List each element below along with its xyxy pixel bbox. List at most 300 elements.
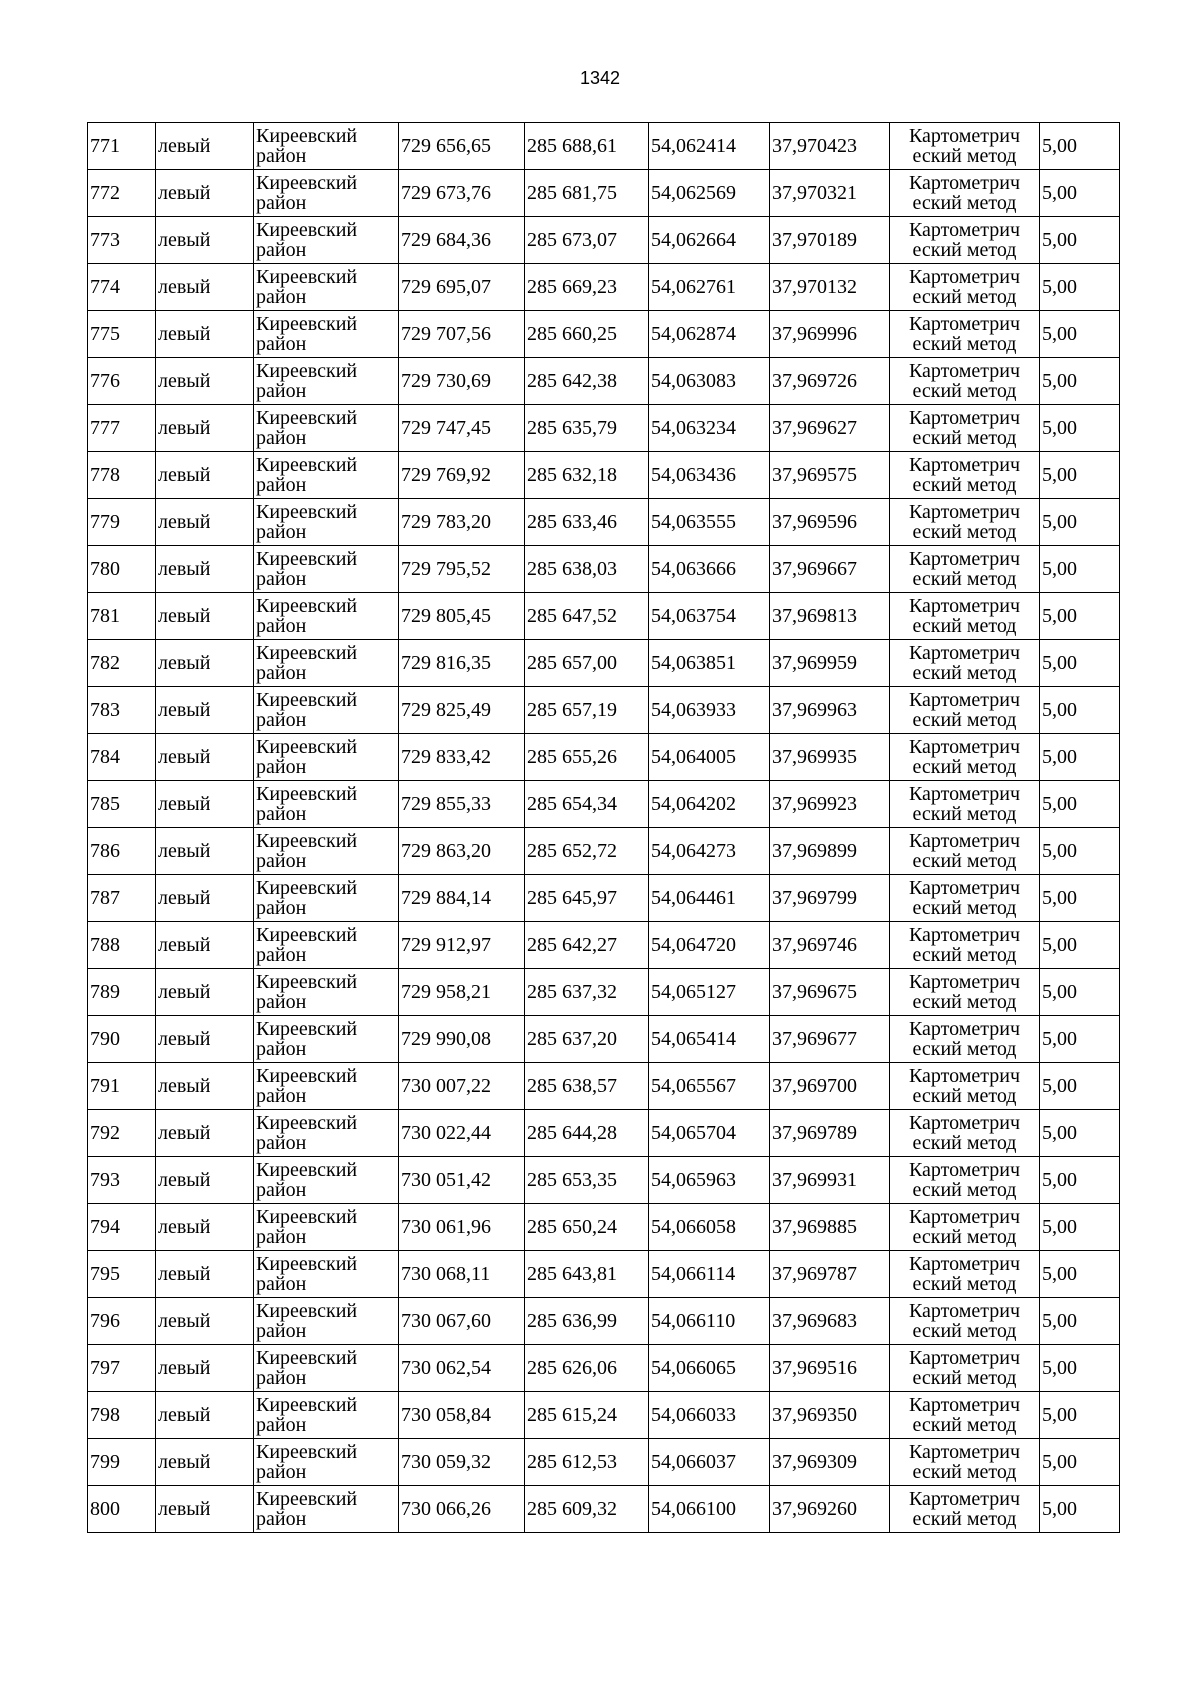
- side-text: левый: [158, 182, 211, 204]
- x-coordinate-cell: [399, 969, 525, 1016]
- district-cell: [254, 828, 399, 875]
- side-text: левый: [158, 323, 211, 345]
- point-number-cell: [88, 452, 156, 499]
- table-row: [88, 969, 1120, 1016]
- latitude-cell: [649, 546, 770, 593]
- method-text: Картометрич: [908, 1347, 1021, 1369]
- accuracy-text: 5,00: [1042, 1169, 1077, 1191]
- district-text: район: [256, 286, 307, 308]
- method-text: еский метод: [912, 1132, 1017, 1154]
- x-coordinate-cell: [399, 1251, 525, 1298]
- district-text: Киреевский: [256, 642, 358, 664]
- side-cell: [156, 687, 254, 734]
- method-cell: [890, 828, 1040, 875]
- district-cell: [254, 1110, 399, 1157]
- y-coordinate-cell: [525, 123, 649, 170]
- latitude-text: 54,066100: [651, 1498, 736, 1520]
- y-coordinate-cell: [525, 405, 649, 452]
- latitude-text: 54,063666: [651, 558, 736, 580]
- district-cell: [254, 781, 399, 828]
- district-text: район: [256, 1320, 307, 1342]
- table-row: [88, 358, 1120, 405]
- table-row: [88, 1486, 1120, 1533]
- accuracy-cell: [1040, 875, 1120, 922]
- method-cell: [890, 499, 1040, 546]
- district-text: район: [256, 333, 307, 355]
- district-cell: [254, 687, 399, 734]
- x-coordinate-text: 730 068,11: [401, 1263, 491, 1285]
- side-text: левый: [158, 135, 211, 157]
- side-cell: [156, 1439, 254, 1486]
- side-cell: [156, 1392, 254, 1439]
- method-cell: [890, 1204, 1040, 1251]
- longitude-text: 37,969260: [772, 1498, 857, 1520]
- district-cell: [254, 358, 399, 405]
- accuracy-cell: [1040, 1298, 1120, 1345]
- x-coordinate-cell: [399, 593, 525, 640]
- y-coordinate-cell: [525, 734, 649, 781]
- longitude-cell: [770, 969, 890, 1016]
- longitude-cell: [770, 311, 890, 358]
- method-cell: [890, 1345, 1040, 1392]
- method-text: Картометрич: [908, 454, 1021, 476]
- x-coordinate-text: 729 769,92: [401, 464, 491, 486]
- x-coordinate-text: 729 730,69: [401, 370, 491, 392]
- point-number-cell: [88, 1157, 156, 1204]
- longitude-text: 37,970132: [772, 276, 857, 298]
- accuracy-text: 5,00: [1042, 887, 1077, 909]
- y-coordinate-cell: [525, 640, 649, 687]
- longitude-text: 37,969931: [772, 1169, 857, 1191]
- x-coordinate-cell: [399, 828, 525, 875]
- district-cell: [254, 1016, 399, 1063]
- side-cell: [156, 217, 254, 264]
- latitude-text: 54,065704: [651, 1122, 736, 1144]
- side-cell: [156, 123, 254, 170]
- y-coordinate-cell: [525, 1392, 649, 1439]
- point-number-text: 800: [90, 1498, 120, 1520]
- point-number-text: 784: [90, 746, 120, 768]
- x-coordinate-text: 729 863,20: [401, 840, 491, 862]
- y-coordinate-text: 285 645,97: [527, 887, 617, 909]
- district-cell: [254, 875, 399, 922]
- x-coordinate-text: 730 007,22: [401, 1075, 491, 1097]
- side-cell: [156, 781, 254, 828]
- latitude-cell: [649, 405, 770, 452]
- method-text: еский метод: [912, 192, 1017, 214]
- latitude-cell: [649, 217, 770, 264]
- table-row: [88, 1392, 1120, 1439]
- accuracy-cell: [1040, 452, 1120, 499]
- accuracy-text: 5,00: [1042, 370, 1077, 392]
- y-coordinate-text: 285 635,79: [527, 417, 617, 439]
- district-text: район: [256, 521, 307, 543]
- method-cell: [890, 170, 1040, 217]
- latitude-text: 54,066058: [651, 1216, 736, 1238]
- district-text: Киреевский: [256, 501, 358, 523]
- method-cell: [890, 593, 1040, 640]
- side-cell: [156, 593, 254, 640]
- district-text: район: [256, 1414, 307, 1436]
- point-number-cell: [88, 499, 156, 546]
- district-text: район: [256, 1038, 307, 1060]
- x-coordinate-cell: [399, 358, 525, 405]
- accuracy-cell: [1040, 922, 1120, 969]
- district-text: район: [256, 145, 307, 167]
- accuracy-text: 5,00: [1042, 746, 1077, 768]
- longitude-cell: [770, 1110, 890, 1157]
- method-text: Картометрич: [908, 924, 1021, 946]
- longitude-text: 37,969350: [772, 1404, 857, 1426]
- x-coordinate-cell: [399, 311, 525, 358]
- latitude-text: 54,065963: [651, 1169, 736, 1191]
- accuracy-text: 5,00: [1042, 276, 1077, 298]
- accuracy-cell: [1040, 405, 1120, 452]
- side-cell: [156, 922, 254, 969]
- longitude-cell: [770, 1063, 890, 1110]
- method-cell: [890, 452, 1040, 499]
- table-row: [88, 264, 1120, 311]
- longitude-cell: [770, 1204, 890, 1251]
- longitude-cell: [770, 734, 890, 781]
- district-text: Киреевский: [256, 1159, 358, 1181]
- accuracy-text: 5,00: [1042, 652, 1077, 674]
- accuracy-cell: [1040, 687, 1120, 734]
- longitude-text: 37,969923: [772, 793, 857, 815]
- point-number-cell: [88, 217, 156, 264]
- district-text: Киреевский: [256, 1112, 358, 1134]
- district-text: район: [256, 803, 307, 825]
- method-text: Картометрич: [908, 830, 1021, 852]
- y-coordinate-text: 285 636,99: [527, 1310, 617, 1332]
- district-text: Киреевский: [256, 689, 358, 711]
- y-coordinate-cell: [525, 875, 649, 922]
- y-coordinate-text: 285 615,24: [527, 1404, 617, 1426]
- latitude-text: 54,065567: [651, 1075, 736, 1097]
- latitude-cell: [649, 358, 770, 405]
- latitude-text: 54,066037: [651, 1451, 736, 1473]
- x-coordinate-text: 729 695,07: [401, 276, 491, 298]
- method-text: Картометрич: [908, 595, 1021, 617]
- accuracy-cell: [1040, 593, 1120, 640]
- side-cell: [156, 546, 254, 593]
- table-row: [88, 452, 1120, 499]
- longitude-cell: [770, 170, 890, 217]
- latitude-text: 54,064005: [651, 746, 736, 768]
- latitude-cell: [649, 734, 770, 781]
- y-coordinate-text: 285 655,26: [527, 746, 617, 768]
- latitude-text: 54,062664: [651, 229, 736, 251]
- y-coordinate-cell: [525, 358, 649, 405]
- district-text: Киреевский: [256, 830, 358, 852]
- method-text: Картометрич: [908, 877, 1021, 899]
- method-text: Картометрич: [908, 1300, 1021, 1322]
- latitude-cell: [649, 640, 770, 687]
- x-coordinate-text: 729 816,35: [401, 652, 491, 674]
- latitude-cell: [649, 1063, 770, 1110]
- x-coordinate-cell: [399, 264, 525, 311]
- method-cell: [890, 405, 1040, 452]
- y-coordinate-text: 285 642,38: [527, 370, 617, 392]
- district-text: Киреевский: [256, 1347, 358, 1369]
- method-text: еский метод: [912, 145, 1017, 167]
- x-coordinate-cell: [399, 499, 525, 546]
- longitude-text: 37,969596: [772, 511, 857, 533]
- method-text: Картометрич: [908, 1112, 1021, 1134]
- longitude-cell: [770, 123, 890, 170]
- x-coordinate-text: 729 684,36: [401, 229, 491, 251]
- longitude-cell: [770, 1298, 890, 1345]
- district-text: район: [256, 427, 307, 449]
- latitude-text: 54,062569: [651, 182, 736, 204]
- district-text: Киреевский: [256, 172, 358, 194]
- point-number-cell: [88, 1392, 156, 1439]
- longitude-cell: [770, 781, 890, 828]
- longitude-text: 37,969885: [772, 1216, 857, 1238]
- accuracy-cell: [1040, 311, 1120, 358]
- longitude-text: 37,970423: [772, 135, 857, 157]
- x-coordinate-cell: [399, 1157, 525, 1204]
- y-coordinate-cell: [525, 264, 649, 311]
- y-coordinate-cell: [525, 828, 649, 875]
- point-number-text: 771: [90, 135, 120, 157]
- method-text: Картометрич: [908, 783, 1021, 805]
- point-number-cell: [88, 1063, 156, 1110]
- side-cell: [156, 1016, 254, 1063]
- district-text: Киреевский: [256, 219, 358, 241]
- point-number-cell: [88, 1345, 156, 1392]
- accuracy-text: 5,00: [1042, 605, 1077, 627]
- district-cell: [254, 452, 399, 499]
- x-coordinate-text: 729 833,42: [401, 746, 491, 768]
- x-coordinate-text: 729 958,21: [401, 981, 491, 1003]
- x-coordinate-text: 730 061,96: [401, 1216, 491, 1238]
- side-text: левый: [158, 558, 211, 580]
- method-text: еский метод: [912, 427, 1017, 449]
- latitude-text: 54,063234: [651, 417, 736, 439]
- x-coordinate-text: 729 912,97: [401, 934, 491, 956]
- district-text: район: [256, 192, 307, 214]
- method-text: Картометрич: [908, 313, 1021, 335]
- x-coordinate-text: 729 805,45: [401, 605, 491, 627]
- y-coordinate-text: 285 688,61: [527, 135, 617, 157]
- x-coordinate-text: 729 795,52: [401, 558, 491, 580]
- district-cell: [254, 1251, 399, 1298]
- side-text: левый: [158, 1451, 211, 1473]
- side-cell: [156, 1251, 254, 1298]
- method-text: Картометрич: [908, 125, 1021, 147]
- method-cell: [890, 734, 1040, 781]
- district-text: район: [256, 1367, 307, 1389]
- y-coordinate-text: 285 637,20: [527, 1028, 617, 1050]
- method-cell: [890, 1298, 1040, 1345]
- method-cell: [890, 687, 1040, 734]
- y-coordinate-text: 285 609,32: [527, 1498, 617, 1520]
- accuracy-cell: [1040, 969, 1120, 1016]
- y-coordinate-cell: [525, 499, 649, 546]
- district-text: Киреевский: [256, 1300, 358, 1322]
- district-cell: [254, 311, 399, 358]
- y-coordinate-text: 285 650,24: [527, 1216, 617, 1238]
- y-coordinate-text: 285 681,75: [527, 182, 617, 204]
- district-text: район: [256, 850, 307, 872]
- method-cell: [890, 546, 1040, 593]
- method-cell: [890, 358, 1040, 405]
- method-text: Картометрич: [908, 1159, 1021, 1181]
- y-coordinate-text: 285 632,18: [527, 464, 617, 486]
- district-cell: [254, 405, 399, 452]
- point-number-text: 794: [90, 1216, 120, 1238]
- district-cell: [254, 1298, 399, 1345]
- point-number-cell: [88, 1204, 156, 1251]
- latitude-cell: [649, 1016, 770, 1063]
- side-text: левый: [158, 1216, 211, 1238]
- longitude-text: 37,969667: [772, 558, 857, 580]
- method-text: еский метод: [912, 1461, 1017, 1483]
- y-coordinate-cell: [525, 1251, 649, 1298]
- accuracy-text: 5,00: [1042, 1028, 1077, 1050]
- latitude-cell: [649, 1345, 770, 1392]
- x-coordinate-text: 729 783,20: [401, 511, 491, 533]
- accuracy-cell: [1040, 1063, 1120, 1110]
- point-number-text: 796: [90, 1310, 120, 1332]
- method-text: Картометрич: [908, 172, 1021, 194]
- accuracy-text: 5,00: [1042, 1404, 1077, 1426]
- accuracy-text: 5,00: [1042, 182, 1077, 204]
- y-coordinate-cell: [525, 1110, 649, 1157]
- table-body: [88, 123, 1120, 1533]
- accuracy-text: 5,00: [1042, 934, 1077, 956]
- longitude-cell: [770, 593, 890, 640]
- accuracy-cell: [1040, 546, 1120, 593]
- method-text: еский метод: [912, 239, 1017, 261]
- side-text: левый: [158, 1357, 211, 1379]
- district-text: район: [256, 756, 307, 778]
- district-text: район: [256, 1226, 307, 1248]
- point-number-text: 781: [90, 605, 120, 627]
- x-coordinate-cell: [399, 1204, 525, 1251]
- y-coordinate-cell: [525, 1486, 649, 1533]
- point-number-text: 790: [90, 1028, 120, 1050]
- method-cell: [890, 1110, 1040, 1157]
- point-number-cell: [88, 264, 156, 311]
- point-number-cell: [88, 922, 156, 969]
- district-text: Киреевский: [256, 1206, 358, 1228]
- method-text: еский метод: [912, 380, 1017, 402]
- side-cell: [156, 499, 254, 546]
- district-text: Киреевский: [256, 266, 358, 288]
- y-coordinate-text: 285 669,23: [527, 276, 617, 298]
- side-text: левый: [158, 699, 211, 721]
- side-text: левый: [158, 229, 211, 251]
- side-text: левый: [158, 1075, 211, 1097]
- point-number-text: 782: [90, 652, 120, 674]
- table-row: [88, 828, 1120, 875]
- district-text: Киреевский: [256, 1018, 358, 1040]
- table-row: [88, 217, 1120, 264]
- y-coordinate-cell: [525, 170, 649, 217]
- district-cell: [254, 922, 399, 969]
- table-row: [88, 640, 1120, 687]
- longitude-text: 37,969683: [772, 1310, 857, 1332]
- side-text: левый: [158, 1263, 211, 1285]
- accuracy-cell: [1040, 1486, 1120, 1533]
- x-coordinate-cell: [399, 875, 525, 922]
- longitude-text: 37,970321: [772, 182, 857, 204]
- district-text: Киреевский: [256, 877, 358, 899]
- method-text: Картометрич: [908, 548, 1021, 570]
- longitude-cell: [770, 358, 890, 405]
- district-cell: [254, 499, 399, 546]
- latitude-cell: [649, 1110, 770, 1157]
- point-number-text: 774: [90, 276, 120, 298]
- side-text: левый: [158, 887, 211, 909]
- latitude-text: 54,066110: [651, 1310, 736, 1332]
- side-text: левый: [158, 464, 211, 486]
- longitude-text: 37,969746: [772, 934, 857, 956]
- method-text: еский метод: [912, 897, 1017, 919]
- y-coordinate-text: 285 654,34: [527, 793, 617, 815]
- method-cell: [890, 1486, 1040, 1533]
- point-number-cell: [88, 170, 156, 217]
- method-text: еский метод: [912, 1226, 1017, 1248]
- accuracy-text: 5,00: [1042, 1263, 1077, 1285]
- accuracy-text: 5,00: [1042, 135, 1077, 157]
- y-coordinate-text: 285 638,57: [527, 1075, 617, 1097]
- method-text: Картометрич: [908, 407, 1021, 429]
- accuracy-cell: [1040, 1110, 1120, 1157]
- latitude-text: 54,062761: [651, 276, 736, 298]
- y-coordinate-text: 285 652,72: [527, 840, 617, 862]
- side-cell: [156, 828, 254, 875]
- table-row: [88, 593, 1120, 640]
- point-number-cell: [88, 875, 156, 922]
- method-text: Картометрич: [908, 1488, 1021, 1510]
- longitude-text: 37,969726: [772, 370, 857, 392]
- latitude-cell: [649, 1486, 770, 1533]
- x-coordinate-text: 730 067,60: [401, 1310, 491, 1332]
- point-number-text: 795: [90, 1263, 120, 1285]
- latitude-cell: [649, 875, 770, 922]
- point-number-text: 787: [90, 887, 120, 909]
- x-coordinate-text: 729 656,65: [401, 135, 491, 157]
- method-text: Картометрич: [908, 219, 1021, 241]
- y-coordinate-cell: [525, 969, 649, 1016]
- longitude-cell: [770, 1486, 890, 1533]
- method-cell: [890, 1016, 1040, 1063]
- latitude-text: 54,066065: [651, 1357, 736, 1379]
- side-cell: [156, 358, 254, 405]
- side-cell: [156, 1110, 254, 1157]
- y-coordinate-cell: [525, 1016, 649, 1063]
- method-cell: [890, 123, 1040, 170]
- longitude-text: 37,969963: [772, 699, 857, 721]
- y-coordinate-cell: [525, 1157, 649, 1204]
- method-text: Картометрич: [908, 689, 1021, 711]
- y-coordinate-text: 285 660,25: [527, 323, 617, 345]
- latitude-cell: [649, 170, 770, 217]
- latitude-text: 54,062414: [651, 135, 736, 157]
- side-text: левый: [158, 417, 211, 439]
- district-text: район: [256, 474, 307, 496]
- method-text: Картометрич: [908, 360, 1021, 382]
- district-cell: [254, 1439, 399, 1486]
- district-cell: [254, 1392, 399, 1439]
- method-text: еский метод: [912, 474, 1017, 496]
- longitude-cell: [770, 499, 890, 546]
- side-text: левый: [158, 511, 211, 533]
- longitude-cell: [770, 1016, 890, 1063]
